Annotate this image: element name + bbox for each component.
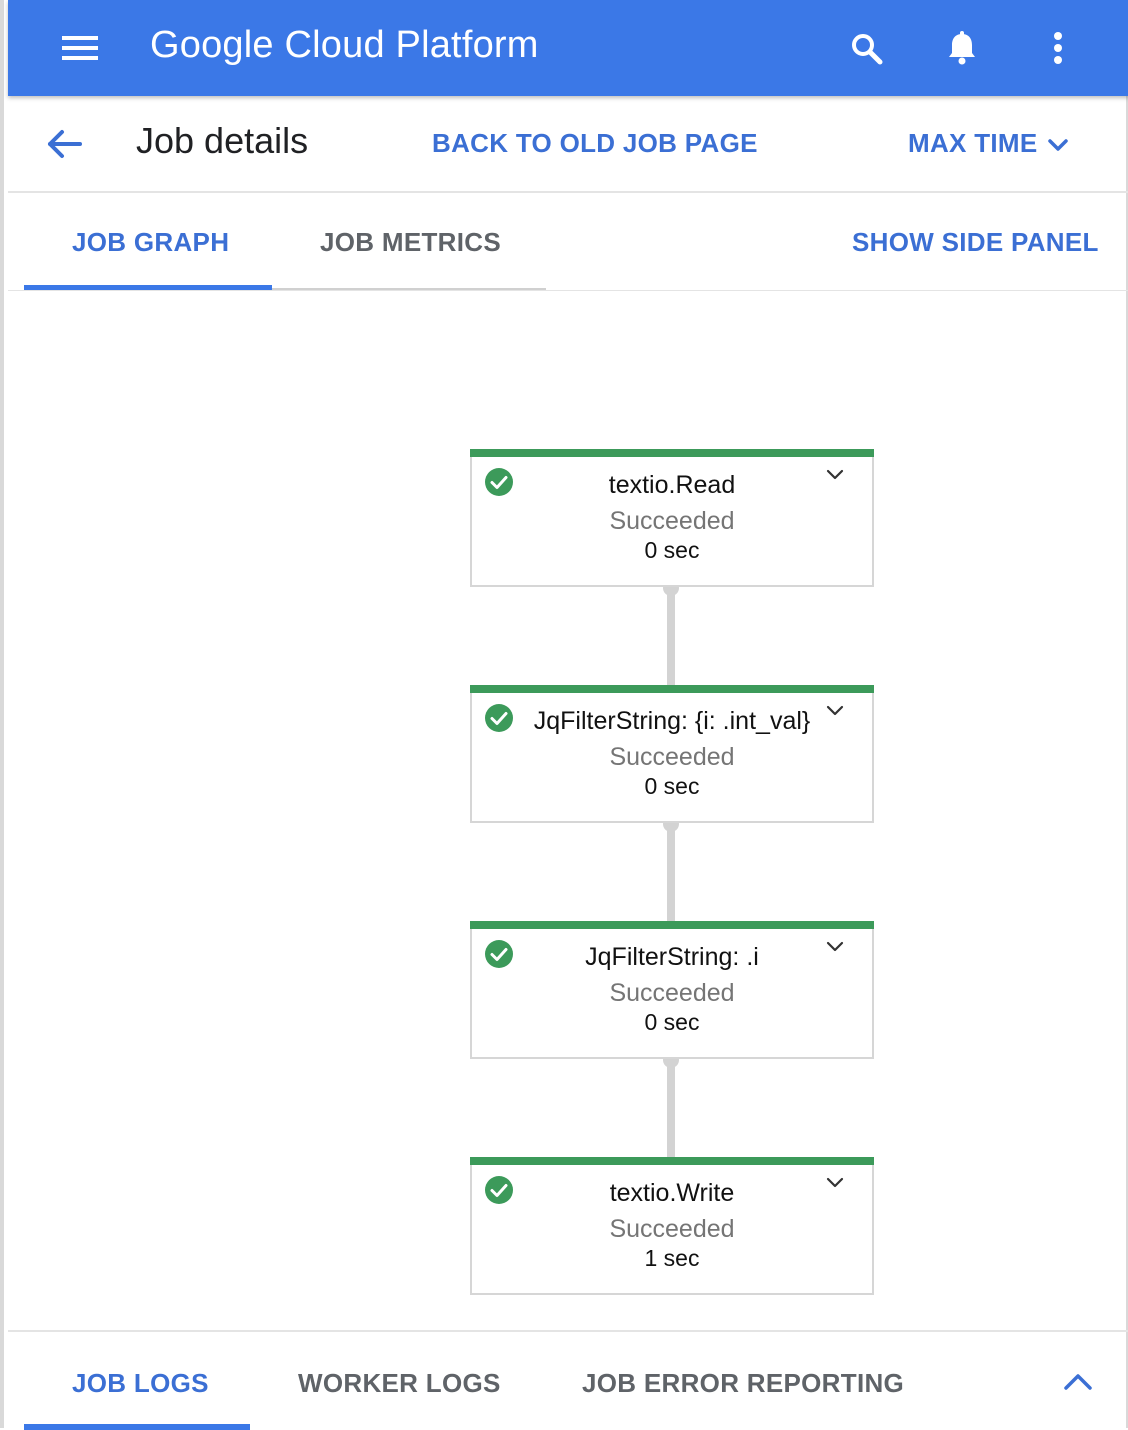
node-name: JqFilterString: .i	[585, 943, 759, 971]
node-name: textio.Write	[609, 1179, 735, 1207]
node-time: 1 sec	[644, 1245, 700, 1271]
node-name: textio.Read	[608, 471, 736, 499]
node-name: JqFilterString: {i: .int_val}	[533, 707, 811, 735]
max-time-label: MAX TIME	[908, 128, 1038, 158]
active-tab-indicator	[24, 285, 272, 290]
node-status-bar	[470, 921, 874, 929]
tab-job-error-reporting[interactable]: JOB ERROR REPORTING	[582, 1368, 905, 1398]
node-time: 0 sec	[644, 1009, 700, 1035]
more-vert-icon[interactable]	[1034, 24, 1082, 72]
back-to-old-job-page-link[interactable]: BACK TO OLD JOB PAGE	[432, 128, 758, 158]
node-status-bar	[470, 1157, 874, 1165]
search-icon[interactable]	[842, 24, 890, 72]
node-time: 0 sec	[644, 537, 700, 563]
node-status: Succeeded	[609, 1215, 735, 1243]
node-status-bar	[470, 449, 874, 457]
max-time-dropdown[interactable]	[908, 128, 1070, 159]
job-graph-canvas[interactable]	[8, 292, 1128, 1330]
graph-node-jqfilter-i[interactable]	[470, 921, 874, 1059]
graph-edge	[667, 1058, 675, 1158]
menu-icon[interactable]	[60, 30, 104, 66]
app-title: Google Cloud Platform	[150, 24, 539, 66]
logs-panel-tabs	[8, 1330, 1128, 1428]
tab-job-metrics[interactable]: JOB METRICS	[320, 227, 501, 257]
page-title: Job details	[136, 120, 309, 161]
node-status: Succeeded	[609, 979, 735, 1007]
node-time: 0 sec	[644, 773, 700, 799]
chevron-up-icon[interactable]	[1058, 1368, 1098, 1396]
graph-node-textio-write[interactable]	[470, 1157, 874, 1295]
show-side-panel-button[interactable]: SHOW SIDE PANEL	[852, 227, 1099, 257]
graph-node-textio-read[interactable]	[470, 449, 874, 587]
node-status: Succeeded	[609, 507, 735, 535]
job-details-header	[8, 96, 1128, 193]
node-status: Succeeded	[609, 743, 735, 771]
bell-icon[interactable]	[938, 24, 986, 72]
graph-edge	[667, 586, 675, 686]
graph-edge	[667, 822, 675, 922]
active-log-tab-indicator	[24, 1424, 250, 1430]
graph-node-jqfilter-int-val[interactable]	[470, 685, 874, 823]
node-status-bar	[470, 685, 874, 693]
job-tabs	[8, 193, 1128, 291]
back-arrow-icon[interactable]	[42, 122, 86, 166]
top-app-bar	[8, 0, 1128, 96]
chevron-down-icon	[1046, 133, 1070, 157]
tab-job-logs[interactable]: JOB LOGS	[72, 1368, 209, 1398]
tab-job-graph[interactable]: JOB GRAPH	[72, 227, 230, 257]
tab-worker-logs[interactable]: WORKER LOGS	[298, 1368, 501, 1398]
